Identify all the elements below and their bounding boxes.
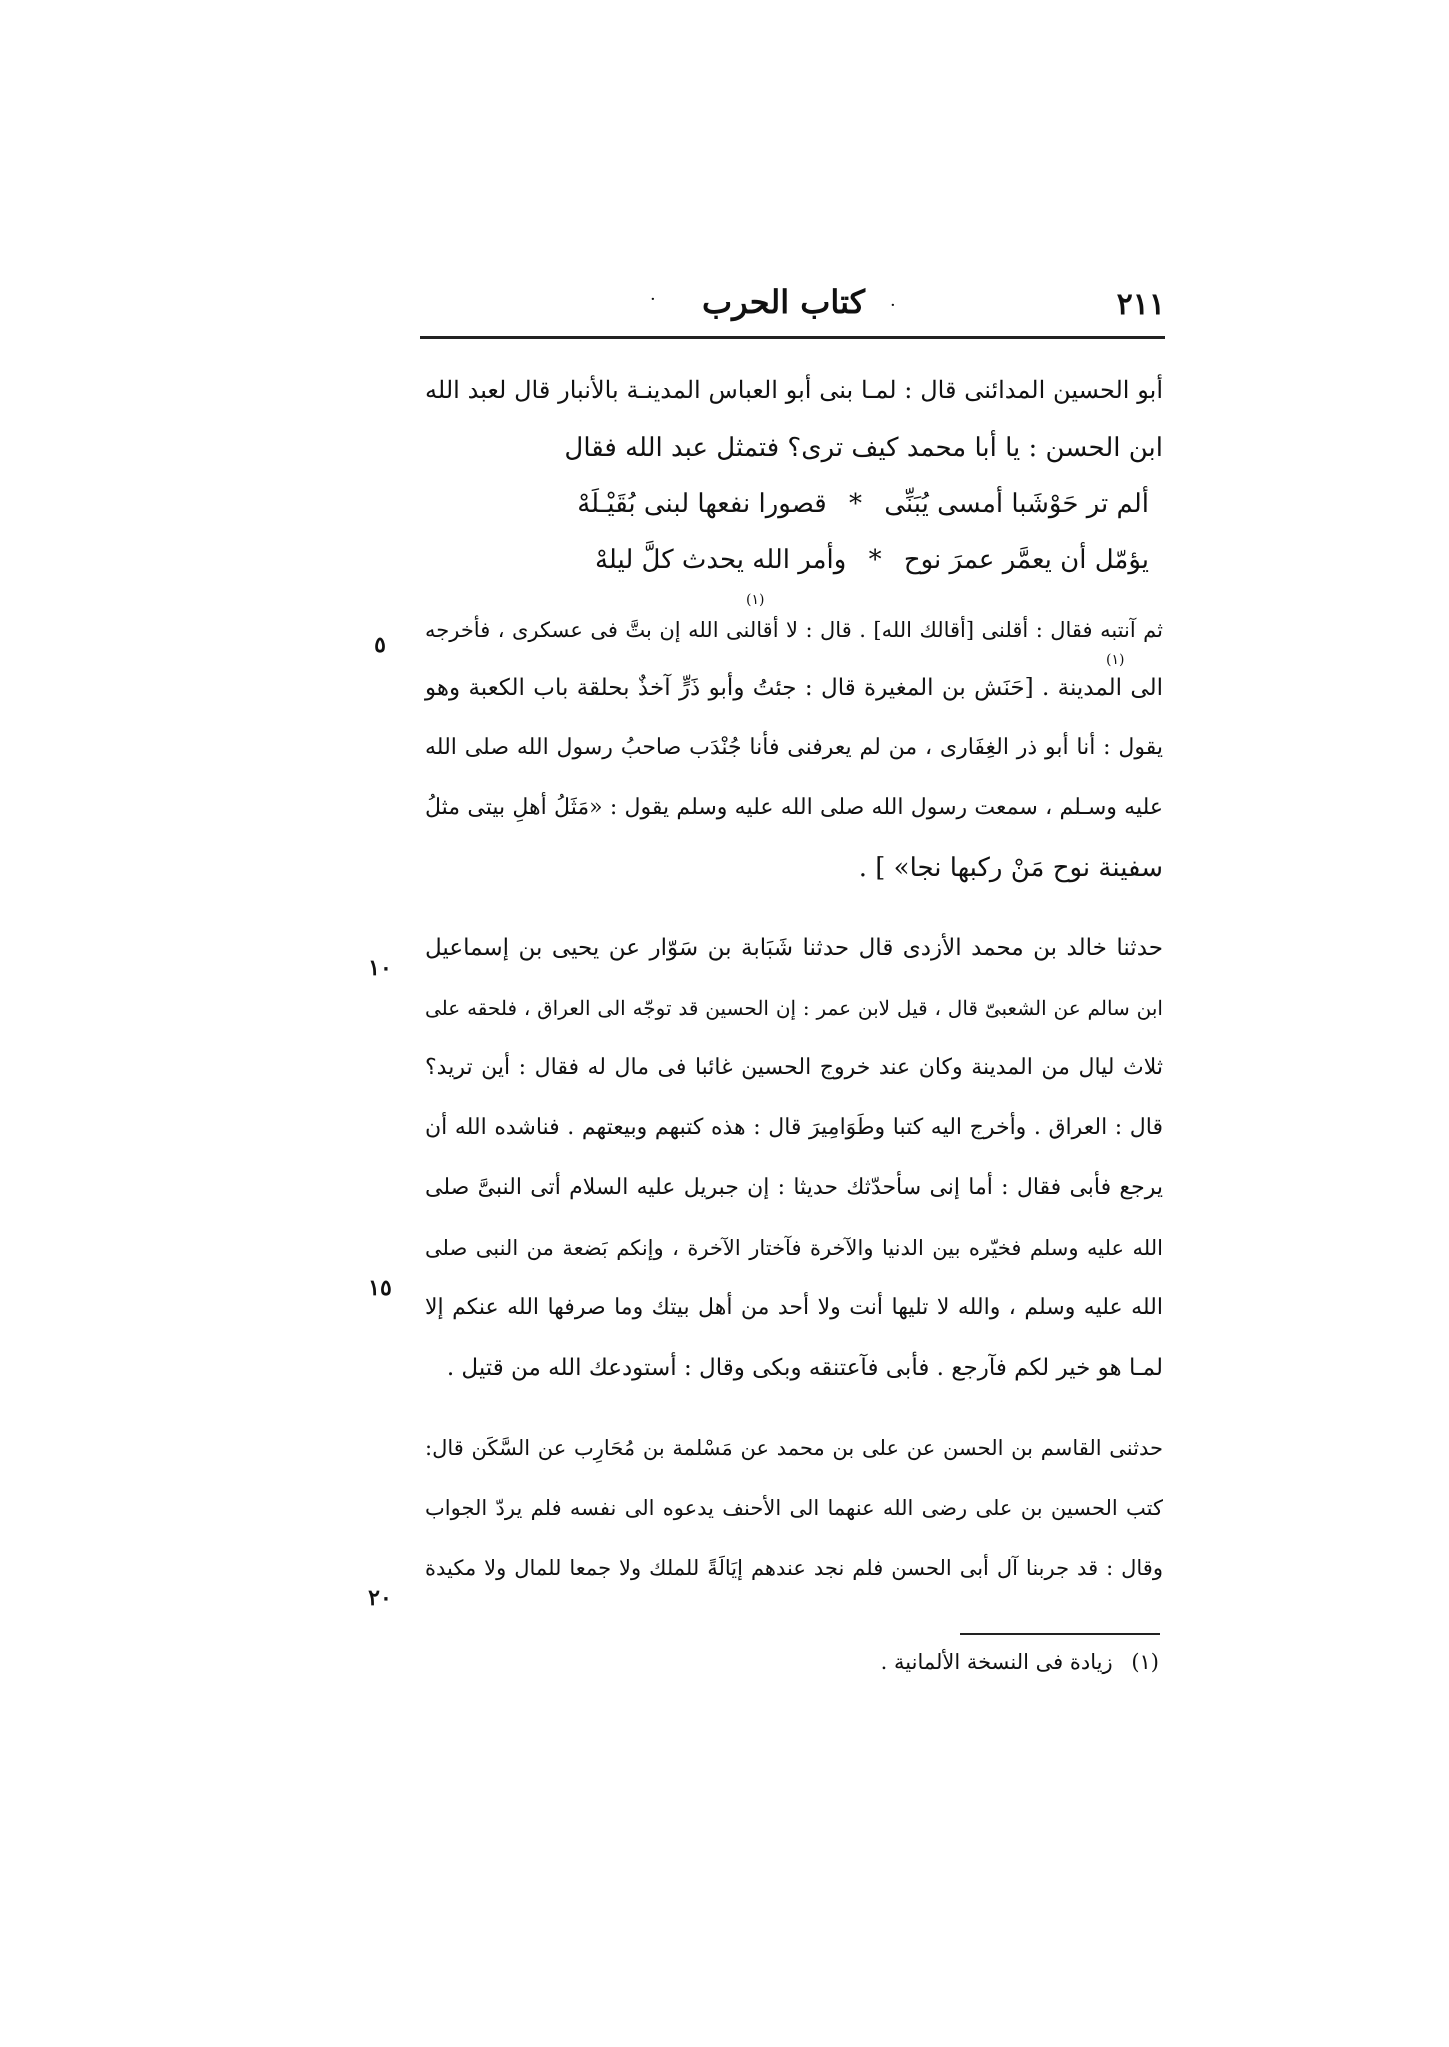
text-line: ثم آنتبه فقال : أقلنى [أقالك الله] . قال : لا أقالنى الله إن بتَّ فى عسكرى ، فأخرجه xyxy=(425,618,1163,642)
line-number: ٢٠ xyxy=(368,1585,392,1611)
footnote-rule xyxy=(960,1633,1160,1635)
footnote-marker: (١) xyxy=(1131,1650,1159,1674)
text-line: الله عليه وسلم فخيّره بين الدنيا والآخرة فآختار الآخرة ، وإنكم بَضعة من النبى صلى xyxy=(425,1236,1163,1260)
text-line: الله عليه وسلم ، والله لا تليها أنت ولا أحد من أهل بيتك وما صرفها الله عنكم إلا xyxy=(425,1295,1163,1320)
verse-hemistich-2: قصورا نفعها لبنى بُقَيْـلَهْ xyxy=(577,489,827,519)
page-header xyxy=(425,283,1165,333)
text-line: أبو الحسين المدائنى قال : لمـا بنى أبو العباس المدينـة بالأنبار قال لعبد الله xyxy=(425,376,1163,404)
text-line: كتب الحسين بن على رضى الله عنهما الى الأحنف يدعوه الى نفسه فلم يردّ الجواب xyxy=(425,1496,1163,1520)
text-line: سفينة نوح مَنْ ركبها نجا» ] . xyxy=(858,853,1163,883)
verse-hemistich-2: وأمر الله يحدث كلَّ ليلهْ xyxy=(594,545,847,575)
footnote-mark: (١) xyxy=(746,592,765,608)
text-line: قال : العراق . وأخرج اليه كتبا وطَوَامِيرَ قال : هذه كتبهم وبيعتهم . فناشده الله أن xyxy=(425,1115,1163,1140)
text-line: لمـا هو خير لكم فآرجع . فأبى فآعتنقه وبكى وقال : أستودعك الله من قتيل . xyxy=(446,1355,1163,1381)
running-title: كتاب الحرب xyxy=(702,283,865,321)
text-line: حدثنى القاسم بن الحسن عن على بن محمد عن مَسْلمة بن مُحَارِب عن السَّكَن قال: xyxy=(425,1436,1163,1460)
line-number: ٥ xyxy=(374,632,386,658)
header-dot: · xyxy=(890,295,896,316)
verse-separator: * xyxy=(868,545,882,575)
text-line: ثلاث ليال من المدينة وكان عند خروج الحسين غائبا فى مال له فقال : أين تريد؟ xyxy=(425,1055,1163,1080)
text-line: ابن سالم عن الشعبىّ قال ، قيل لابن عمر : إن الحسين قد توجّه الى العراق ، فلحقه على xyxy=(425,996,1163,1020)
text-line: وقال : قد جربنا آل أبى الحسن فلم نجد عندهم إيَالَةً للملك ولا جمعا للمال ولا مكيدة xyxy=(425,1556,1163,1580)
header-dot: · xyxy=(650,289,656,310)
verse-hemistich-1: ألم تر حَوْشَبا أمسى يُبَنِّى xyxy=(884,489,1149,519)
text-line: يقول : أنا أبو ذر الغِفَارى ، من لم يعرفنى فأنا جُنْدَب صاحبُ رسول الله صلى الله xyxy=(425,735,1163,760)
verse-separator: * xyxy=(848,489,862,519)
line-number: ١٥ xyxy=(368,1275,392,1301)
line-number: ١٠ xyxy=(368,955,392,981)
verse-hemistich-1: يؤمّل أن يعمَّر عمرَ نوح xyxy=(903,545,1149,575)
text-line: الى المدينة . [حَنَش بن المغيرة قال : جئتُ وأبو ذَرٍّ آخذٌ بحلقة باب الكعبة وهو xyxy=(425,675,1163,701)
header-rule xyxy=(420,336,1165,339)
verse-line xyxy=(577,484,1149,524)
text-line: عليه وسـلم ، سمعت رسول الله صلى الله عليه وسلم يقول : «مَثَلُ أهلِ بيتى مثلُ xyxy=(425,795,1163,820)
footnote xyxy=(881,1650,1159,1674)
footnote-mark: (١) xyxy=(1106,652,1125,668)
text-line: يرجع فأبى فقال : أما إنى سأحدّثك حديثا : إن جبريل عليه السلام أتى النبىَّ صلى xyxy=(425,1175,1163,1200)
text-line: ابن الحسن : يا أبا محمد كيف ترى؟ فتمثل عبد الله فقال xyxy=(564,433,1163,463)
footnote-text: زيادة فى النسخة الألمانية . xyxy=(880,1650,1113,1674)
page-number: ٢١١ xyxy=(1116,287,1165,322)
text-line: حدثنا خالد بن محمد الأزدى قال حدثنا شَبَابة بن سَوّار عن يحيى بن إسماعيل xyxy=(425,935,1163,961)
verse-line xyxy=(595,540,1149,580)
